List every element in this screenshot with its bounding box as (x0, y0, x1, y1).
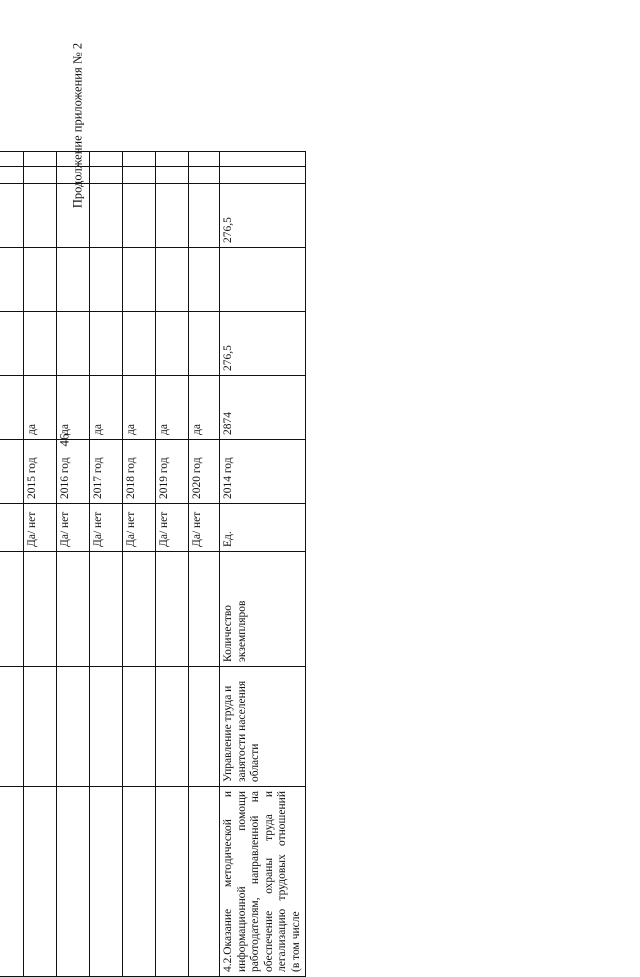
table-cell (123, 667, 156, 787)
table-cell (123, 184, 156, 248)
table-cell: да (90, 376, 123, 440)
table-cell: 2016 год (57, 440, 90, 504)
table-cell (0, 787, 24, 977)
table-cell (123, 787, 156, 977)
continuation-note: Продолжение приложения № 2 (70, 42, 85, 209)
table-cell (156, 667, 189, 787)
table-cell (24, 248, 57, 312)
table-cell (189, 167, 220, 184)
table-cell (90, 152, 123, 167)
table-cell (123, 312, 156, 376)
table-cell (0, 376, 24, 440)
table-cell (156, 552, 189, 667)
table-cell (220, 248, 306, 312)
table-cell (24, 667, 57, 787)
table-cell (0, 248, 24, 312)
table-cell (0, 667, 24, 787)
table-cell: да (24, 376, 57, 440)
table-cell (57, 248, 90, 312)
table-cell: 276,5 (220, 312, 306, 376)
table-cell: 2017 год (90, 440, 123, 504)
table-cell: 2015 год (24, 440, 57, 504)
table-row (24, 152, 57, 977)
table-cell (57, 787, 90, 977)
table-cell: 2020 год (189, 440, 220, 504)
table-cell (90, 667, 123, 787)
table-cell (123, 248, 156, 312)
table-cell (90, 167, 123, 184)
table-cell (57, 312, 90, 376)
table-cell (0, 312, 24, 376)
table-cell (123, 152, 156, 167)
table-cell (156, 787, 189, 977)
table-cell (0, 440, 24, 504)
table-cell (24, 787, 57, 977)
table-cell (189, 248, 220, 312)
rotated-table-sheet (0, 152, 380, 977)
table-cell: да (57, 376, 90, 440)
table-cell: 4.2.Оказание методической и информационной помощи работодателям, направленной на обеспечение охраны труда и легализацию трудовых отношений (в том числе (220, 787, 306, 977)
table-cell (156, 184, 189, 248)
table-cell: Да/ нет (24, 504, 57, 552)
table-row (57, 152, 90, 977)
table-cell: 2019 год (156, 440, 189, 504)
table-row (0, 152, 24, 977)
table-cell (90, 312, 123, 376)
table-cell (189, 152, 220, 167)
appendix-table (0, 151, 306, 977)
table-cell (156, 167, 189, 184)
table-cell: Ед. (220, 504, 306, 552)
table-cell (57, 167, 90, 184)
table-cell: Да/ нет (123, 504, 156, 552)
table-cell (24, 167, 57, 184)
table-cell (57, 184, 90, 248)
page-number: 46 (56, 433, 72, 447)
table-cell (24, 552, 57, 667)
table-cell: 2018 год (123, 440, 156, 504)
table-cell (189, 667, 220, 787)
table-cell: да (189, 376, 220, 440)
table-row (189, 152, 220, 977)
table-cell (156, 248, 189, 312)
table-cell (220, 152, 306, 167)
table-cell (220, 167, 306, 184)
table-cell: да (123, 376, 156, 440)
table-row (156, 152, 189, 977)
table-cell: Количество экземпляров (220, 552, 306, 667)
table-cell (0, 167, 24, 184)
table-cell (189, 312, 220, 376)
table-row (123, 152, 156, 977)
table-cell (0, 152, 24, 167)
table-cell (0, 504, 24, 552)
table-cell: Да/ нет (156, 504, 189, 552)
table-cell (90, 184, 123, 248)
table-cell: Да/ нет (189, 504, 220, 552)
table-cell (189, 787, 220, 977)
table-cell (123, 552, 156, 667)
table-cell (24, 184, 57, 248)
table-cell (189, 552, 220, 667)
table-cell (57, 667, 90, 787)
table-cell (24, 152, 57, 167)
table-cell (123, 167, 156, 184)
table-cell: Да/ нет (90, 504, 123, 552)
table-cell: да (156, 376, 189, 440)
table-row (220, 152, 306, 977)
table-cell: 2874 (220, 376, 306, 440)
table-cell (0, 184, 24, 248)
table-cell (156, 312, 189, 376)
table-cell (57, 552, 90, 667)
table-cell (90, 787, 123, 977)
table-cell (189, 184, 220, 248)
table-cell: 276,5 (220, 184, 306, 248)
table-cell: Управление труда и занятости населения области (220, 667, 306, 787)
table-cell (0, 552, 24, 667)
table-cell: Да/ нет (57, 504, 90, 552)
table-cell (57, 152, 90, 167)
table-cell (90, 248, 123, 312)
table-cell (24, 312, 57, 376)
table-cell: 2014 год (220, 440, 306, 504)
table-cell (90, 552, 123, 667)
table-cell (156, 152, 189, 167)
table-row (90, 152, 123, 977)
